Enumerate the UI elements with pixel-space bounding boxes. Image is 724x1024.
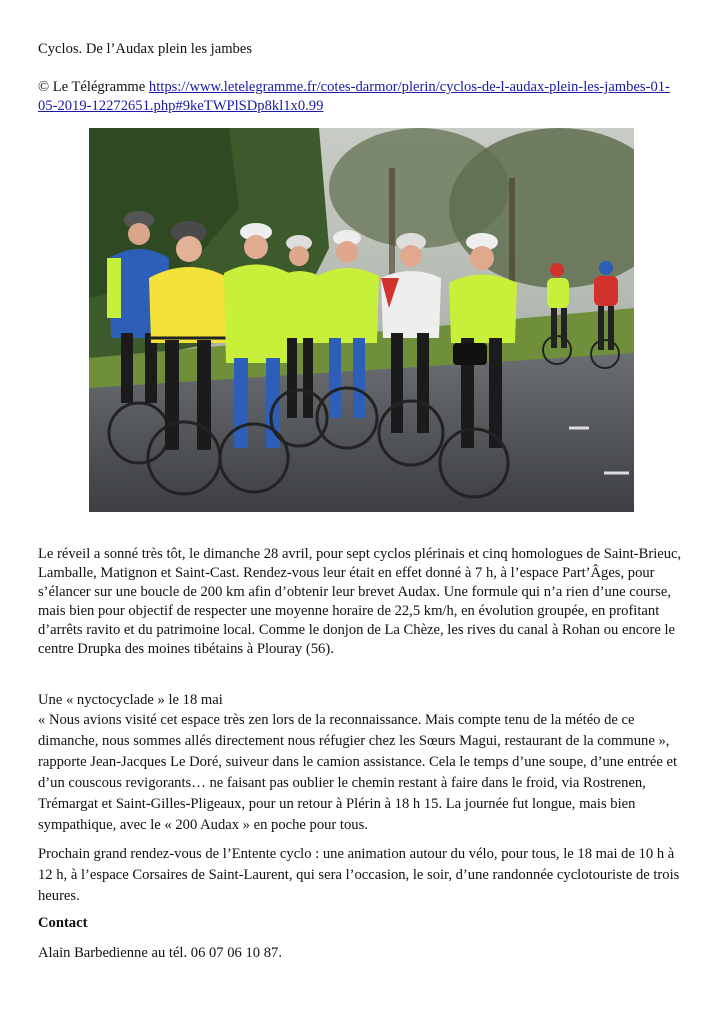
article-photo [89,128,634,512]
paragraph-intro: Le réveil a sonné très tôt, le dimanche 28 avril, pour sept cyclos plérinais et cinq homologues de Saint-Brieuc, Lamballe, Matignon et Saint-Cast. Rendez-vous leur était en effet donné à 7 h, à l’espace Part’Âges, pour s’élancer sur une boucle de 200 km afin d’obtenir leur brevet Audax. Une formule qui n’a rien d’une course, mais bien pour objectif de respecter une moyenne horaire de 22,5 km/h, en évolution groupée, en profitant d’arrêts ravito et du patrimoine local. Comme le donjon de La Chèze, les rives du canal à Rohan ou encore le centre Drupka des moines tibétains à Plouray (56). [38,546,682,657]
cyclists-group-icon [89,128,634,512]
contact-heading: Contact [38,915,88,931]
paragraph-next-event: Prochain grand rendez-vous de l’Entente cyclo : une animation autour du vélo, pour tous, le 18 mai de 10 h à 12 h, à l’espace Corsaires de Saint-Laurent, qui sera l’occasion, le soir, d’une randonnée cyclotouriste de trois heures. [38,846,680,904]
source-link[interactable]: https://www.letelegramme.fr/cotes-darmor/plerin/cyclos-de-l-audax-plein-les-jambes-01-05-2019-12272651.php#9keTWPlSDp8kl1x0.99 [38,79,670,114]
subheading: Une « nyctocyclade » le 18 mai [38,692,223,708]
source-prefix: © Le Télégramme [38,79,146,95]
paragraph-quote: « Nous avions visité cet espace très zen lors de la reconnaissance. Mais compte tenu de la météo de ce dimanche, nous sommes allés directement nous réfugier chez les Sœurs Magui, restaurant de la commune », rapporte Jean-Jacques Le Doré, suiveur dans le camion assistance. Cela le temps d’une soupe, d’une entrée et d’un couscous revigorants… ne faisant pas oublier le chemin restant à faire dans le froid, via Rostrenen, Trémargat et Saint-Gilles-Pligeaux, pour un retour à Plérin à 18 h 15. La journée fut longue, mais bien sympathique, avec le « 200 Audax » en poche pour tous. [38,712,678,833]
contact-line: Alain Barbedienne au tél. 06 07 06 10 87. [38,945,282,961]
article-title: Cyclos. De l’Audax plein les jambes [38,41,252,57]
source-credit [38,78,688,116]
